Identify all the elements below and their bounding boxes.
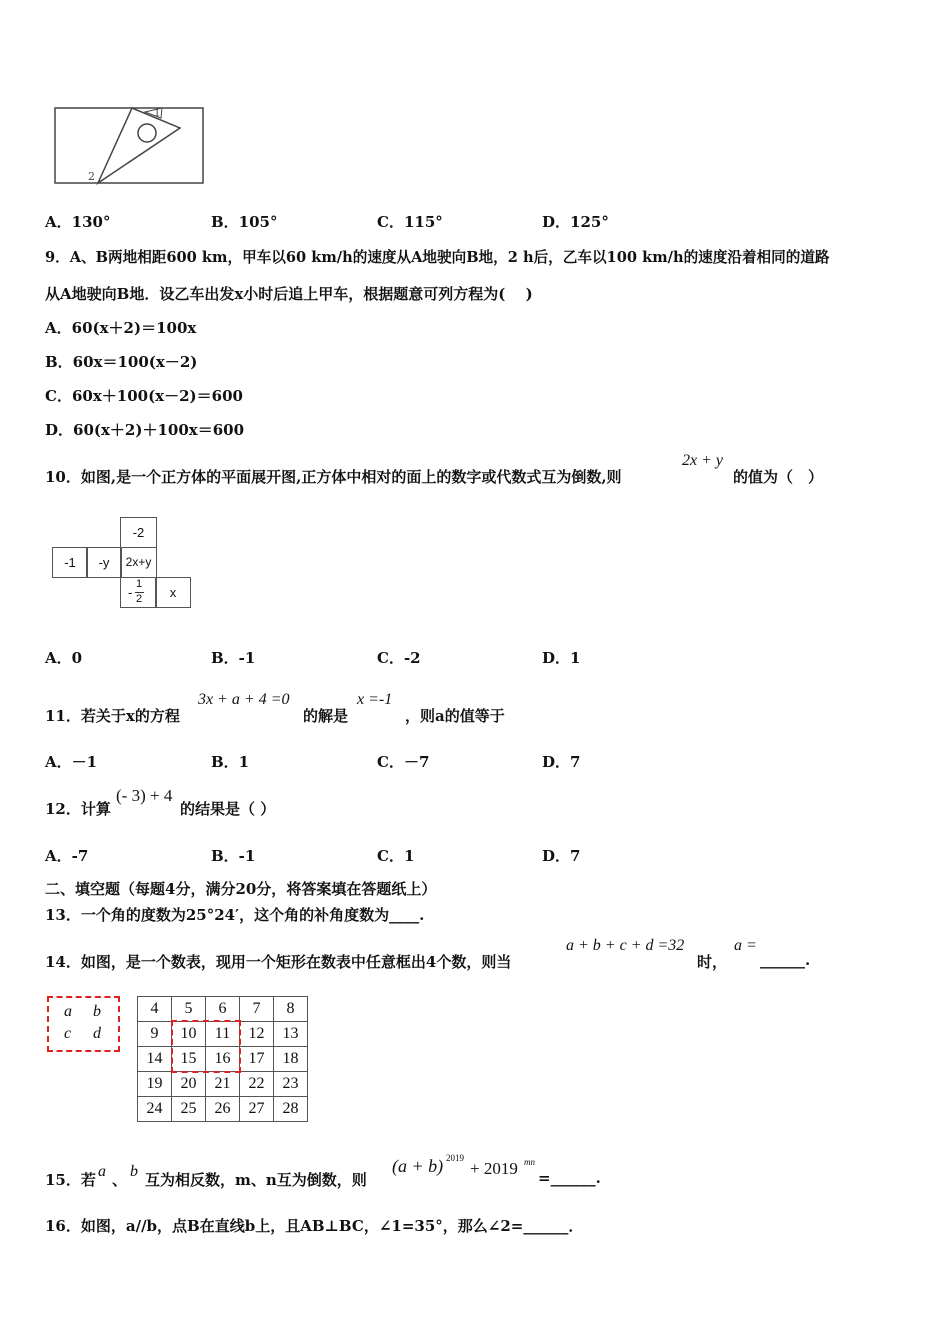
q11-text2: 的解是: [303, 707, 349, 725]
q10-option-c[interactable]: C．-2: [377, 649, 421, 667]
q14-equation: a + b + c + d =32: [566, 937, 685, 954]
net-cell-right: x: [155, 577, 191, 608]
table-cell: 21: [206, 1072, 240, 1097]
q15-tail[interactable]: =______.: [538, 1169, 601, 1187]
table-cell: 13: [274, 1022, 308, 1047]
q10-text-after: 的值为（ ）: [733, 468, 824, 486]
q9-option-d[interactable]: D．60(x＋2)＋100x＝600: [45, 421, 245, 439]
q11-option-b[interactable]: B．1: [211, 753, 250, 771]
q16-text: 16．如图，a//b，点B在直线b上，且AB⊥BC，∠1=35°，那么∠2=______．: [45, 1217, 584, 1235]
q8-option-c[interactable]: C．115°: [377, 213, 443, 231]
q11-equation: 3x + a + 4 =0: [198, 691, 290, 708]
q10-option-d[interactable]: D．1: [542, 649, 581, 667]
net-cell-left1: -1: [52, 547, 88, 578]
q12-text1: 12．计算: [45, 800, 111, 818]
q10-option-a[interactable]: A．0: [45, 649, 83, 667]
table-cell: 15: [172, 1047, 206, 1072]
q14-text1: 14．如图，是一个数表，现用一个矩形在数表中任意框出4个数，则当: [45, 953, 512, 971]
table-cell: 19: [138, 1072, 172, 1097]
q12-expression: (- 3) + 4: [116, 786, 173, 805]
net-cell-left2: -y: [86, 547, 122, 578]
net-cell-top: -2: [120, 517, 157, 548]
q10-text: [45, 466, 622, 487]
q8-option-a[interactable]: A．130°: [45, 213, 111, 231]
table-cell: 11: [206, 1022, 240, 1047]
net-bottom-sign: -: [128, 585, 133, 600]
abcd-legend: [47, 996, 120, 1052]
net-cell-bottom: [120, 577, 157, 608]
table-cell: 17: [240, 1047, 274, 1072]
q15-base: (a + b): [392, 1156, 444, 1176]
q10-text-before: 10．如图,是一个正方体的平面展开图,正方体中相对的面上的数字或代数式互为倒数,则: [45, 468, 622, 486]
table-cell: 6: [206, 997, 240, 1022]
table-row: [138, 1072, 308, 1097]
q12-option-d[interactable]: D．7: [542, 847, 581, 865]
legend-d: d: [93, 1025, 101, 1042]
q8-figure: [50, 100, 210, 190]
q12-option-c[interactable]: C．1: [377, 847, 415, 865]
q11-text1: 11．若关于x的方程: [45, 707, 180, 725]
table-cell: 26: [206, 1097, 240, 1122]
table-cell: 28: [274, 1097, 308, 1122]
table-cell: 16: [206, 1047, 240, 1072]
table-cell: 23: [274, 1072, 308, 1097]
q12-option-b[interactable]: B．-1: [211, 847, 256, 865]
table-cell: 25: [172, 1097, 206, 1122]
table-cell: 18: [274, 1047, 308, 1072]
q12-option-a[interactable]: A．-7: [45, 847, 89, 865]
q15-exp2: mn: [524, 1157, 535, 1167]
q11-text3: ，则a的值等于: [405, 707, 505, 725]
q15-b: b: [130, 1163, 138, 1180]
q9-option-a[interactable]: A．60(x＋2)＝100x: [45, 319, 197, 337]
q10-option-b[interactable]: B．-1: [211, 649, 256, 667]
q10-expr: 2x + y: [682, 452, 723, 469]
q11-option-c[interactable]: C．－7: [377, 753, 430, 771]
q9-option-b[interactable]: B．60x＝100(x－2): [45, 353, 198, 371]
q9-line2: 从A地驶向B地．设乙车出发x小时后追上甲车，根据题意可列方程为( ): [45, 285, 533, 303]
table-cell: 10: [172, 1022, 206, 1047]
q15-exp1: 2019: [446, 1153, 464, 1163]
legend-c: c: [64, 1025, 72, 1042]
table-cell: 9: [138, 1022, 172, 1047]
q14-blank[interactable]: ______.: [760, 951, 811, 969]
table-cell: 7: [240, 997, 274, 1022]
table-cell: 22: [240, 1072, 274, 1097]
selection-rectangle: [171, 1020, 241, 1073]
net-bottom-den: 2: [136, 593, 143, 605]
table-cell: 4: [138, 997, 172, 1022]
table-cell: 5: [172, 997, 206, 1022]
q13-text: 13．一个角的度数为25°24′，这个角的补角度数为____.: [45, 906, 425, 924]
table-cell: 8: [274, 997, 308, 1022]
q11-option-a[interactable]: A．－1: [45, 753, 98, 771]
angle2-label: 2: [88, 170, 95, 183]
table-row: [138, 1097, 308, 1122]
table-row: [138, 997, 308, 1022]
q11-solution: x =-1: [357, 691, 393, 708]
section-heading: 二、填空题（每题4分，满分20分，将答案填在答题纸上）: [45, 880, 437, 898]
q8-option-b[interactable]: B．105°: [211, 213, 278, 231]
q15-plus: + 2019: [470, 1159, 518, 1178]
table-cell: 14: [138, 1047, 172, 1072]
number-table: [137, 996, 308, 1122]
net-cell-center: 2x+y: [120, 547, 157, 578]
legend-b: b: [93, 1003, 101, 1020]
q15-a: a: [98, 1163, 106, 1180]
q11-option-d[interactable]: D．7: [542, 753, 581, 771]
q9-option-c[interactable]: C．60x＋100(x－2)＝600: [45, 387, 243, 405]
q14-text2: 时，: [697, 953, 728, 971]
net-bottom-num: 1: [136, 578, 143, 590]
table-cell: 20: [172, 1072, 206, 1097]
table-cell: 27: [240, 1097, 274, 1122]
cube-net: [52, 517, 192, 612]
q15-text2: 互为相反数，m、n互为倒数，则: [145, 1171, 367, 1189]
q9-line1: 9．A、B两地相距600 km，甲车以60 km/h的速度从A地驶向B地，2 h后，乙车以100 km/h的速度沿着相同的道路: [45, 249, 830, 266]
q8-option-d[interactable]: D．125°: [542, 213, 609, 231]
table-cell: 12: [240, 1022, 274, 1047]
angle1-label: 1: [154, 108, 161, 119]
q15-text1: 15．若: [45, 1171, 96, 1189]
q12-text2: 的结果是（ ）: [180, 800, 276, 818]
legend-a: a: [64, 1003, 72, 1020]
rectangle-triangle-figure: [50, 100, 210, 190]
q14-a-eq: a =: [734, 937, 757, 954]
table-cell: 24: [138, 1097, 172, 1122]
q15-sep: 、: [112, 1171, 128, 1189]
